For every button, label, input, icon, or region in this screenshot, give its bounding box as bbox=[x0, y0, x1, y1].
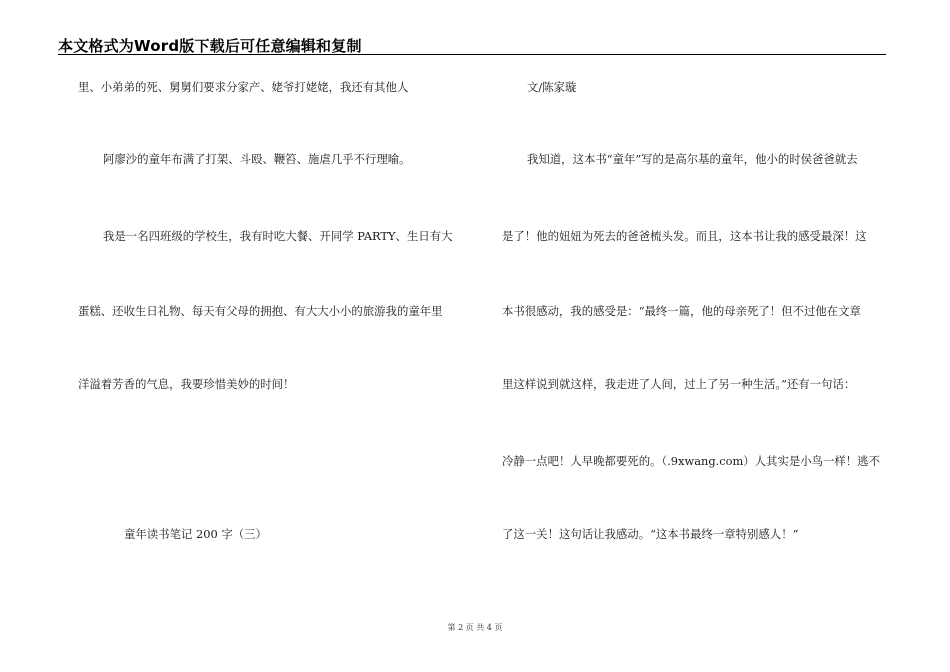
right-text-line: 冷静一点吧！人早晚都要死的。（.9xwang.com）人其实是小鸟一样！逃不 bbox=[502, 454, 880, 468]
left-text-line: 我是一名四班级的学校生，我有时吃大餐、开同学 PARTY、生日有大 bbox=[103, 229, 453, 243]
left-text-line: 里、小弟弟的死、舅舅们要求分家产、姥爷打姥姥，我还有其他人 bbox=[78, 80, 409, 94]
left-text-line: 阿廖沙的童年布满了打架、斗殴、鞭笞、施虐几乎不行理喻。 bbox=[103, 152, 411, 166]
right-text-line: 我知道，这本书“童年”写的是高尔基的童年，他小的时侯爸爸就去 bbox=[527, 152, 858, 166]
right-text-line: 是了！他的妞妞为死去的爸爸梳头发。而且，这本书让我的感受最深！这 bbox=[502, 229, 867, 243]
section-heading: 童年读书笔记 200 字（三） bbox=[124, 527, 267, 541]
left-text-line: 蛋糕、还收生日礼物、每天有父母的拥抱、有大大小小的旅游我的童年里 bbox=[78, 304, 443, 318]
right-text-line: 本书很感动，我的感受是：“最终一篇，他的母亲死了！但不过他在文章 bbox=[502, 304, 861, 318]
left-text-line: 洋溢着芳香的气息，我要珍惜美妙的时间！ bbox=[78, 377, 295, 391]
page-number: 第 2 页 共 4 页 bbox=[447, 623, 503, 632]
right-text-line: 了这一关！这句话让我感动。“这本书最终一章特别感人！” bbox=[502, 527, 799, 541]
header-title: 本文格式为Word版下载后可任意编辑和复制 bbox=[58, 37, 362, 55]
document-header bbox=[58, 30, 886, 55]
author-line: 文/陈家璇 bbox=[527, 80, 577, 94]
right-text-line: 里这样说到就这样，我走进了人间，过上了另一种生活。”还有一句话： bbox=[502, 377, 856, 391]
